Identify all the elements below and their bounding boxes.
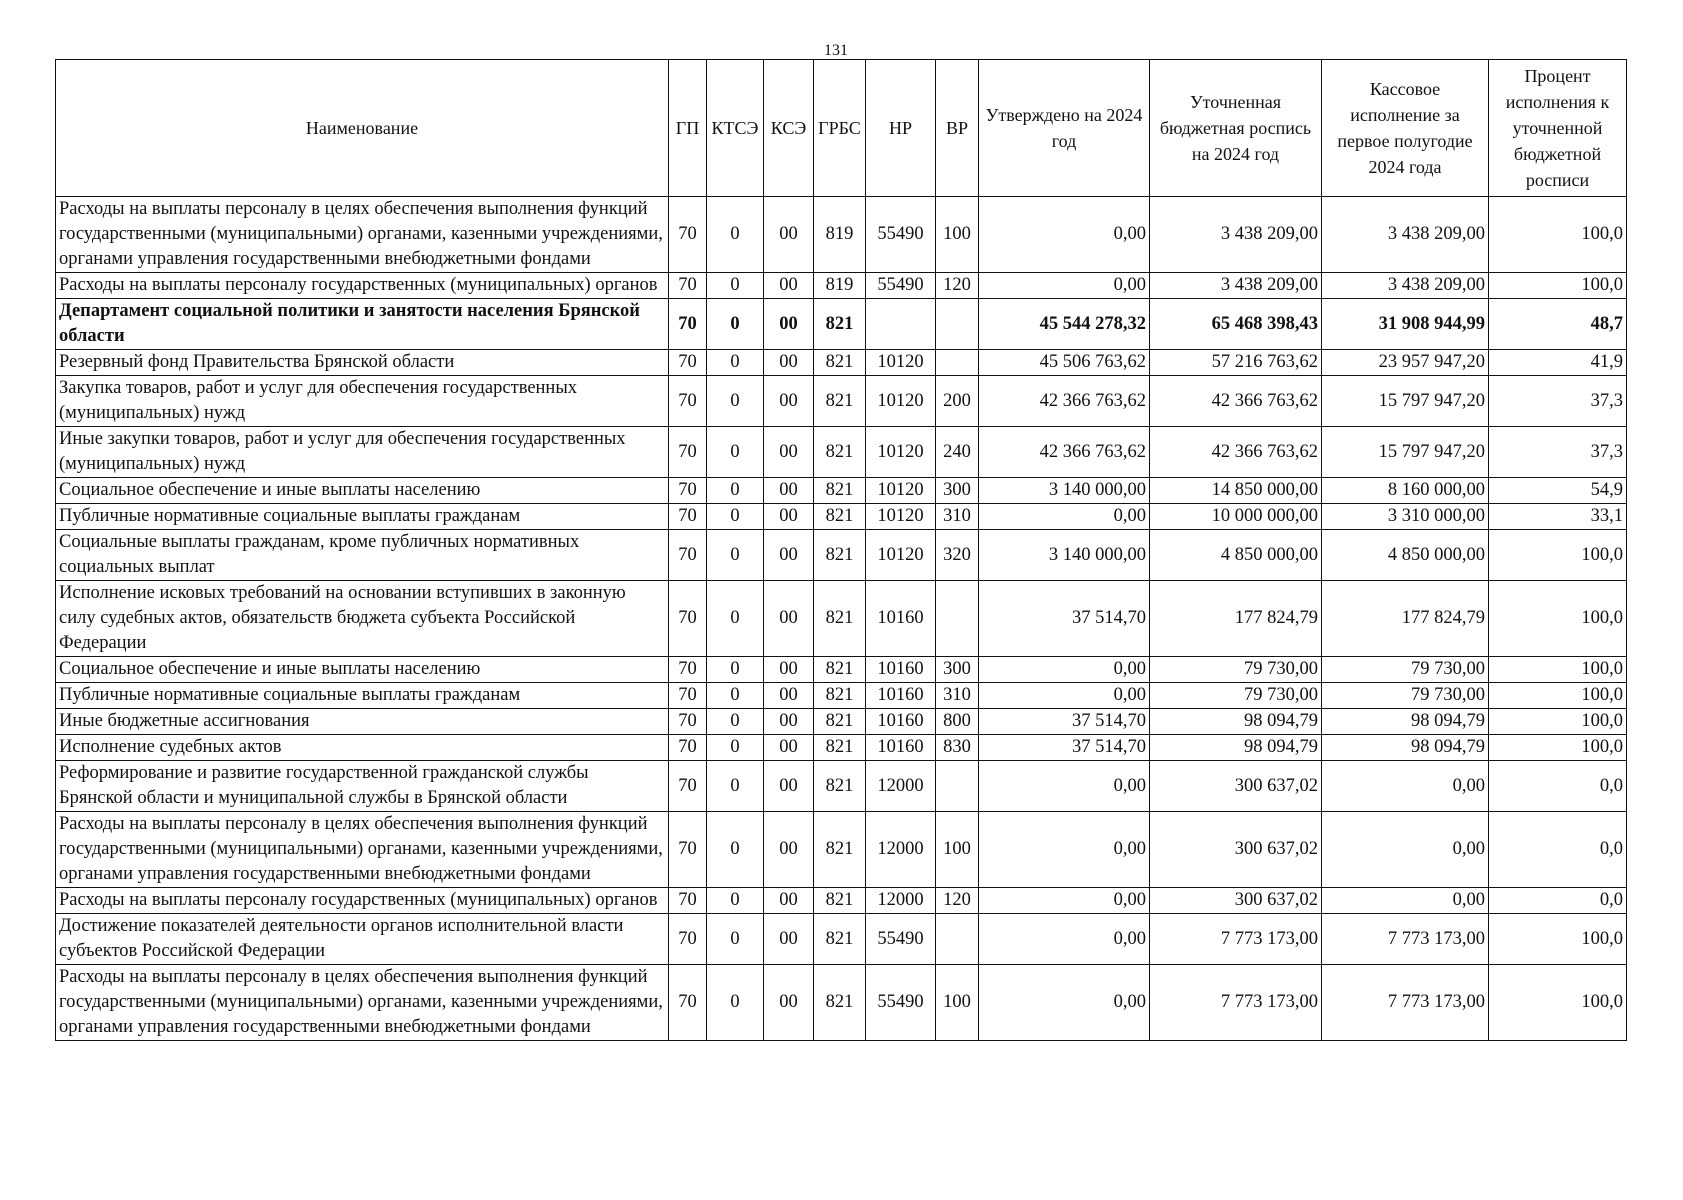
table-row <box>56 709 1627 735</box>
cell-refined: 300 637,02 <box>1150 761 1322 812</box>
cell-np: 12000 <box>866 888 936 914</box>
cell-gp: 70 <box>669 735 707 761</box>
cell-np: 10120 <box>866 350 936 376</box>
cell-refined: 3 438 209,00 <box>1150 197 1322 273</box>
cell-grbs: 821 <box>814 914 866 965</box>
cell-cash: 177 824,79 <box>1322 581 1489 657</box>
cell-kse: 00 <box>764 350 814 376</box>
cell-gp: 70 <box>669 376 707 427</box>
cell-name: Расходы на выплаты персоналу государственных (муниципальных) органов <box>56 888 669 914</box>
cell-refined: 300 637,02 <box>1150 812 1322 888</box>
cell-ktse: 0 <box>707 812 764 888</box>
header-cash: Кассовое исполнение за первое полугодие 2024 года <box>1322 60 1489 197</box>
cell-cash: 31 908 944,99 <box>1322 299 1489 350</box>
cell-np: 10160 <box>866 683 936 709</box>
cell-name: Социальные выплаты гражданам, кроме публичных нормативных социальных выплат <box>56 530 669 581</box>
cell-approved: 42 366 763,62 <box>979 427 1150 478</box>
header-refined: Уточненная бюджетная роспись на 2024 год <box>1150 60 1322 197</box>
cell-ktse: 0 <box>707 709 764 735</box>
cell-cash: 15 797 947,20 <box>1322 376 1489 427</box>
cell-vr: 120 <box>936 888 979 914</box>
cell-refined: 7 773 173,00 <box>1150 965 1322 1041</box>
cell-ktse: 0 <box>707 504 764 530</box>
cell-grbs: 821 <box>814 735 866 761</box>
cell-gp: 70 <box>669 914 707 965</box>
cell-approved: 37 514,70 <box>979 709 1150 735</box>
cell-kse: 00 <box>764 683 814 709</box>
cell-grbs: 821 <box>814 350 866 376</box>
cell-gp: 70 <box>669 299 707 350</box>
cell-grbs: 821 <box>814 581 866 657</box>
header-row <box>56 60 1627 197</box>
cell-np: 10160 <box>866 657 936 683</box>
cell-gp: 70 <box>669 273 707 299</box>
cell-np: 10120 <box>866 376 936 427</box>
cell-approved: 0,00 <box>979 761 1150 812</box>
cell-ktse: 0 <box>707 478 764 504</box>
cell-grbs: 821 <box>814 683 866 709</box>
cell-np: 10160 <box>866 709 936 735</box>
cell-vr <box>936 350 979 376</box>
cell-kse: 00 <box>764 761 814 812</box>
budget-table <box>55 59 1627 1041</box>
cell-np: 10120 <box>866 478 936 504</box>
cell-vr <box>936 914 979 965</box>
cell-ktse: 0 <box>707 376 764 427</box>
cell-vr: 100 <box>936 197 979 273</box>
cell-vr <box>936 761 979 812</box>
table-row <box>56 914 1627 965</box>
cell-refined: 4 850 000,00 <box>1150 530 1322 581</box>
cell-grbs: 821 <box>814 530 866 581</box>
cell-name: Закупка товаров, работ и услуг для обеспечения государственных (муниципальных) нужд <box>56 376 669 427</box>
cell-vr: 300 <box>936 478 979 504</box>
cell-cash: 7 773 173,00 <box>1322 965 1489 1041</box>
cell-cash: 79 730,00 <box>1322 657 1489 683</box>
cell-np: 12000 <box>866 812 936 888</box>
cell-percent: 100,0 <box>1489 914 1627 965</box>
cell-ktse: 0 <box>707 299 764 350</box>
cell-np: 10120 <box>866 504 936 530</box>
cell-vr: 100 <box>936 965 979 1041</box>
cell-kse: 00 <box>764 735 814 761</box>
table-row <box>56 530 1627 581</box>
cell-kse: 00 <box>764 657 814 683</box>
cell-refined: 57 216 763,62 <box>1150 350 1322 376</box>
cell-gp: 70 <box>669 350 707 376</box>
cell-percent: 54,9 <box>1489 478 1627 504</box>
cell-grbs: 821 <box>814 376 866 427</box>
table-row <box>56 683 1627 709</box>
page-number: 131 <box>824 42 848 59</box>
cell-grbs: 821 <box>814 761 866 812</box>
cell-np: 55490 <box>866 273 936 299</box>
cell-percent: 100,0 <box>1489 965 1627 1041</box>
cell-vr: 800 <box>936 709 979 735</box>
cell-ktse: 0 <box>707 657 764 683</box>
cell-gp: 70 <box>669 683 707 709</box>
cell-grbs: 821 <box>814 965 866 1041</box>
cell-kse: 00 <box>764 530 814 581</box>
cell-kse: 00 <box>764 478 814 504</box>
cell-name: Иные бюджетные ассигнования <box>56 709 669 735</box>
cell-vr: 310 <box>936 683 979 709</box>
table-row <box>56 478 1627 504</box>
cell-cash: 15 797 947,20 <box>1322 427 1489 478</box>
table-row <box>56 273 1627 299</box>
cell-approved: 45 544 278,32 <box>979 299 1150 350</box>
table-row <box>56 657 1627 683</box>
cell-vr: 100 <box>936 812 979 888</box>
cell-ktse: 0 <box>707 761 764 812</box>
table-row <box>56 427 1627 478</box>
cell-np: 55490 <box>866 197 936 273</box>
cell-vr: 830 <box>936 735 979 761</box>
cell-kse: 00 <box>764 581 814 657</box>
cell-cash: 4 850 000,00 <box>1322 530 1489 581</box>
cell-approved: 0,00 <box>979 657 1150 683</box>
cell-ktse: 0 <box>707 427 764 478</box>
cell-np: 10120 <box>866 530 936 581</box>
cell-name: Расходы на выплаты персоналу в целях обеспечения выполнения функций государственными (муниципальными) органами, казенными учреждениями, органами управления государственными внебюджетными фондами <box>56 197 669 273</box>
cell-ktse: 0 <box>707 965 764 1041</box>
cell-gp: 70 <box>669 761 707 812</box>
table-row <box>56 888 1627 914</box>
cell-kse: 00 <box>764 914 814 965</box>
cell-vr: 200 <box>936 376 979 427</box>
cell-ktse: 0 <box>707 735 764 761</box>
cell-gp: 70 <box>669 581 707 657</box>
cell-percent: 0,0 <box>1489 888 1627 914</box>
cell-ktse: 0 <box>707 581 764 657</box>
cell-gp: 70 <box>669 888 707 914</box>
cell-name: Публичные нормативные социальные выплаты гражданам <box>56 683 669 709</box>
cell-gp: 70 <box>669 504 707 530</box>
cell-refined: 7 773 173,00 <box>1150 914 1322 965</box>
cell-ktse: 0 <box>707 683 764 709</box>
cell-cash: 8 160 000,00 <box>1322 478 1489 504</box>
table-row <box>56 581 1627 657</box>
cell-percent: 37,3 <box>1489 376 1627 427</box>
cell-cash: 98 094,79 <box>1322 735 1489 761</box>
cell-np <box>866 299 936 350</box>
cell-approved: 0,00 <box>979 914 1150 965</box>
cell-np: 55490 <box>866 965 936 1041</box>
cell-grbs: 821 <box>814 812 866 888</box>
cell-name: Расходы на выплаты персоналу в целях обеспечения выполнения функций государственными (муниципальными) органами, казенными учреждениями, органами управления государственными внебюджетными фондами <box>56 812 669 888</box>
cell-np: 10160 <box>866 735 936 761</box>
header-gp: ГП <box>669 60 707 197</box>
cell-percent: 0,0 <box>1489 812 1627 888</box>
cell-ktse: 0 <box>707 888 764 914</box>
cell-grbs: 821 <box>814 478 866 504</box>
cell-percent: 100,0 <box>1489 735 1627 761</box>
cell-gp: 70 <box>669 812 707 888</box>
header-grbs: ГРБС <box>814 60 866 197</box>
cell-grbs: 821 <box>814 888 866 914</box>
cell-approved: 37 514,70 <box>979 581 1150 657</box>
cell-ktse: 0 <box>707 197 764 273</box>
cell-cash: 3 310 000,00 <box>1322 504 1489 530</box>
table-row <box>56 376 1627 427</box>
cell-cash: 79 730,00 <box>1322 683 1489 709</box>
cell-refined: 79 730,00 <box>1150 683 1322 709</box>
cell-refined: 98 094,79 <box>1150 709 1322 735</box>
cell-grbs: 821 <box>814 299 866 350</box>
table-row <box>56 812 1627 888</box>
cell-approved: 0,00 <box>979 812 1150 888</box>
cell-kse: 00 <box>764 427 814 478</box>
cell-grbs: 821 <box>814 709 866 735</box>
cell-approved: 45 506 763,62 <box>979 350 1150 376</box>
cell-kse: 00 <box>764 273 814 299</box>
cell-refined: 79 730,00 <box>1150 657 1322 683</box>
cell-approved: 0,00 <box>979 197 1150 273</box>
cell-name: Реформирование и развитие государственной гражданской службы Брянской области и муниципальной службы в Брянской области <box>56 761 669 812</box>
cell-refined: 14 850 000,00 <box>1150 478 1322 504</box>
cell-refined: 65 468 398,43 <box>1150 299 1322 350</box>
table-row <box>56 299 1627 350</box>
cell-percent: 100,0 <box>1489 273 1627 299</box>
cell-gp: 70 <box>669 530 707 581</box>
cell-kse: 00 <box>764 197 814 273</box>
cell-refined: 10 000 000,00 <box>1150 504 1322 530</box>
cell-kse: 00 <box>764 812 814 888</box>
cell-kse: 00 <box>764 709 814 735</box>
cell-name: Резервный фонд Правительства Брянской области <box>56 350 669 376</box>
cell-vr: 310 <box>936 504 979 530</box>
cell-percent: 100,0 <box>1489 683 1627 709</box>
cell-name: Иные закупки товаров, работ и услуг для обеспечения государственных (муниципальных) нужд <box>56 427 669 478</box>
cell-vr <box>936 299 979 350</box>
cell-approved: 0,00 <box>979 965 1150 1041</box>
cell-gp: 70 <box>669 965 707 1041</box>
cell-np: 12000 <box>866 761 936 812</box>
cell-name: Социальное обеспечение и иные выплаты населению <box>56 657 669 683</box>
cell-percent: 41,9 <box>1489 350 1627 376</box>
cell-percent: 48,7 <box>1489 299 1627 350</box>
cell-grbs: 821 <box>814 504 866 530</box>
cell-percent: 100,0 <box>1489 581 1627 657</box>
cell-approved: 0,00 <box>979 273 1150 299</box>
cell-kse: 00 <box>764 376 814 427</box>
cell-percent: 0,0 <box>1489 761 1627 812</box>
cell-np: 55490 <box>866 914 936 965</box>
cell-cash: 3 438 209,00 <box>1322 197 1489 273</box>
cell-gp: 70 <box>669 427 707 478</box>
cell-gp: 70 <box>669 478 707 504</box>
cell-name: Достижение показателей деятельности органов исполнительной власти субъектов Российской Федерации <box>56 914 669 965</box>
cell-kse: 00 <box>764 504 814 530</box>
cell-name: Расходы на выплаты персоналу государственных (муниципальных) органов <box>56 273 669 299</box>
header-vr: ВР <box>936 60 979 197</box>
cell-refined: 42 366 763,62 <box>1150 427 1322 478</box>
cell-approved: 0,00 <box>979 504 1150 530</box>
cell-refined: 42 366 763,62 <box>1150 376 1322 427</box>
cell-approved: 0,00 <box>979 683 1150 709</box>
cell-grbs: 821 <box>814 427 866 478</box>
cell-ktse: 0 <box>707 350 764 376</box>
header-np: НР <box>866 60 936 197</box>
cell-percent: 100,0 <box>1489 657 1627 683</box>
cell-cash: 0,00 <box>1322 888 1489 914</box>
cell-approved: 3 140 000,00 <box>979 530 1150 581</box>
cell-name: Исполнение судебных актов <box>56 735 669 761</box>
cell-approved: 37 514,70 <box>979 735 1150 761</box>
cell-vr: 320 <box>936 530 979 581</box>
cell-ktse: 0 <box>707 914 764 965</box>
cell-kse: 00 <box>764 965 814 1041</box>
table-row <box>56 197 1627 273</box>
cell-name: Социальное обеспечение и иные выплаты населению <box>56 478 669 504</box>
cell-refined: 98 094,79 <box>1150 735 1322 761</box>
cell-gp: 70 <box>669 657 707 683</box>
cell-percent: 37,3 <box>1489 427 1627 478</box>
cell-percent: 33,1 <box>1489 504 1627 530</box>
cell-name: Публичные нормативные социальные выплаты гражданам <box>56 504 669 530</box>
cell-np: 10120 <box>866 427 936 478</box>
cell-refined: 300 637,02 <box>1150 888 1322 914</box>
cell-gp: 70 <box>669 709 707 735</box>
cell-percent: 100,0 <box>1489 197 1627 273</box>
table-row <box>56 965 1627 1041</box>
cell-grbs: 819 <box>814 197 866 273</box>
cell-cash: 0,00 <box>1322 812 1489 888</box>
cell-vr: 120 <box>936 273 979 299</box>
cell-cash: 3 438 209,00 <box>1322 273 1489 299</box>
table-row <box>56 761 1627 812</box>
cell-ktse: 0 <box>707 530 764 581</box>
header-kse: КСЭ <box>764 60 814 197</box>
cell-name: Исполнение исковых требований на основании вступивших в законную силу судебных актов, обязательств бюджета субъекта Российской Федерации <box>56 581 669 657</box>
cell-refined: 177 824,79 <box>1150 581 1322 657</box>
table-body <box>56 197 1627 1041</box>
cell-cash: 23 957 947,20 <box>1322 350 1489 376</box>
cell-approved: 0,00 <box>979 888 1150 914</box>
cell-approved: 42 366 763,62 <box>979 376 1150 427</box>
cell-percent: 100,0 <box>1489 530 1627 581</box>
header-approved: Утверждено на 2024 год <box>979 60 1150 197</box>
header-ktse: КТСЭ <box>707 60 764 197</box>
cell-ktse: 0 <box>707 273 764 299</box>
table-row <box>56 504 1627 530</box>
cell-grbs: 821 <box>814 657 866 683</box>
cell-vr: 300 <box>936 657 979 683</box>
header-percent: Процент исполнения к уточненной бюджетной росписи <box>1489 60 1627 197</box>
cell-refined: 3 438 209,00 <box>1150 273 1322 299</box>
cell-cash: 7 773 173,00 <box>1322 914 1489 965</box>
cell-kse: 00 <box>764 299 814 350</box>
cell-np: 10160 <box>866 581 936 657</box>
cell-approved: 3 140 000,00 <box>979 478 1150 504</box>
cell-name: Департамент социальной политики и занятости населения Брянской области <box>56 299 669 350</box>
cell-percent: 100,0 <box>1489 709 1627 735</box>
cell-grbs: 819 <box>814 273 866 299</box>
cell-cash: 98 094,79 <box>1322 709 1489 735</box>
cell-vr: 240 <box>936 427 979 478</box>
header-name: Наименование <box>56 60 669 197</box>
cell-cash: 0,00 <box>1322 761 1489 812</box>
cell-vr <box>936 581 979 657</box>
cell-kse: 00 <box>764 888 814 914</box>
table-row <box>56 735 1627 761</box>
cell-name: Расходы на выплаты персоналу в целях обеспечения выполнения функций государственными (муниципальными) органами, казенными учреждениями, органами управления государственными внебюджетными фондами <box>56 965 669 1041</box>
cell-gp: 70 <box>669 197 707 273</box>
table-row <box>56 350 1627 376</box>
